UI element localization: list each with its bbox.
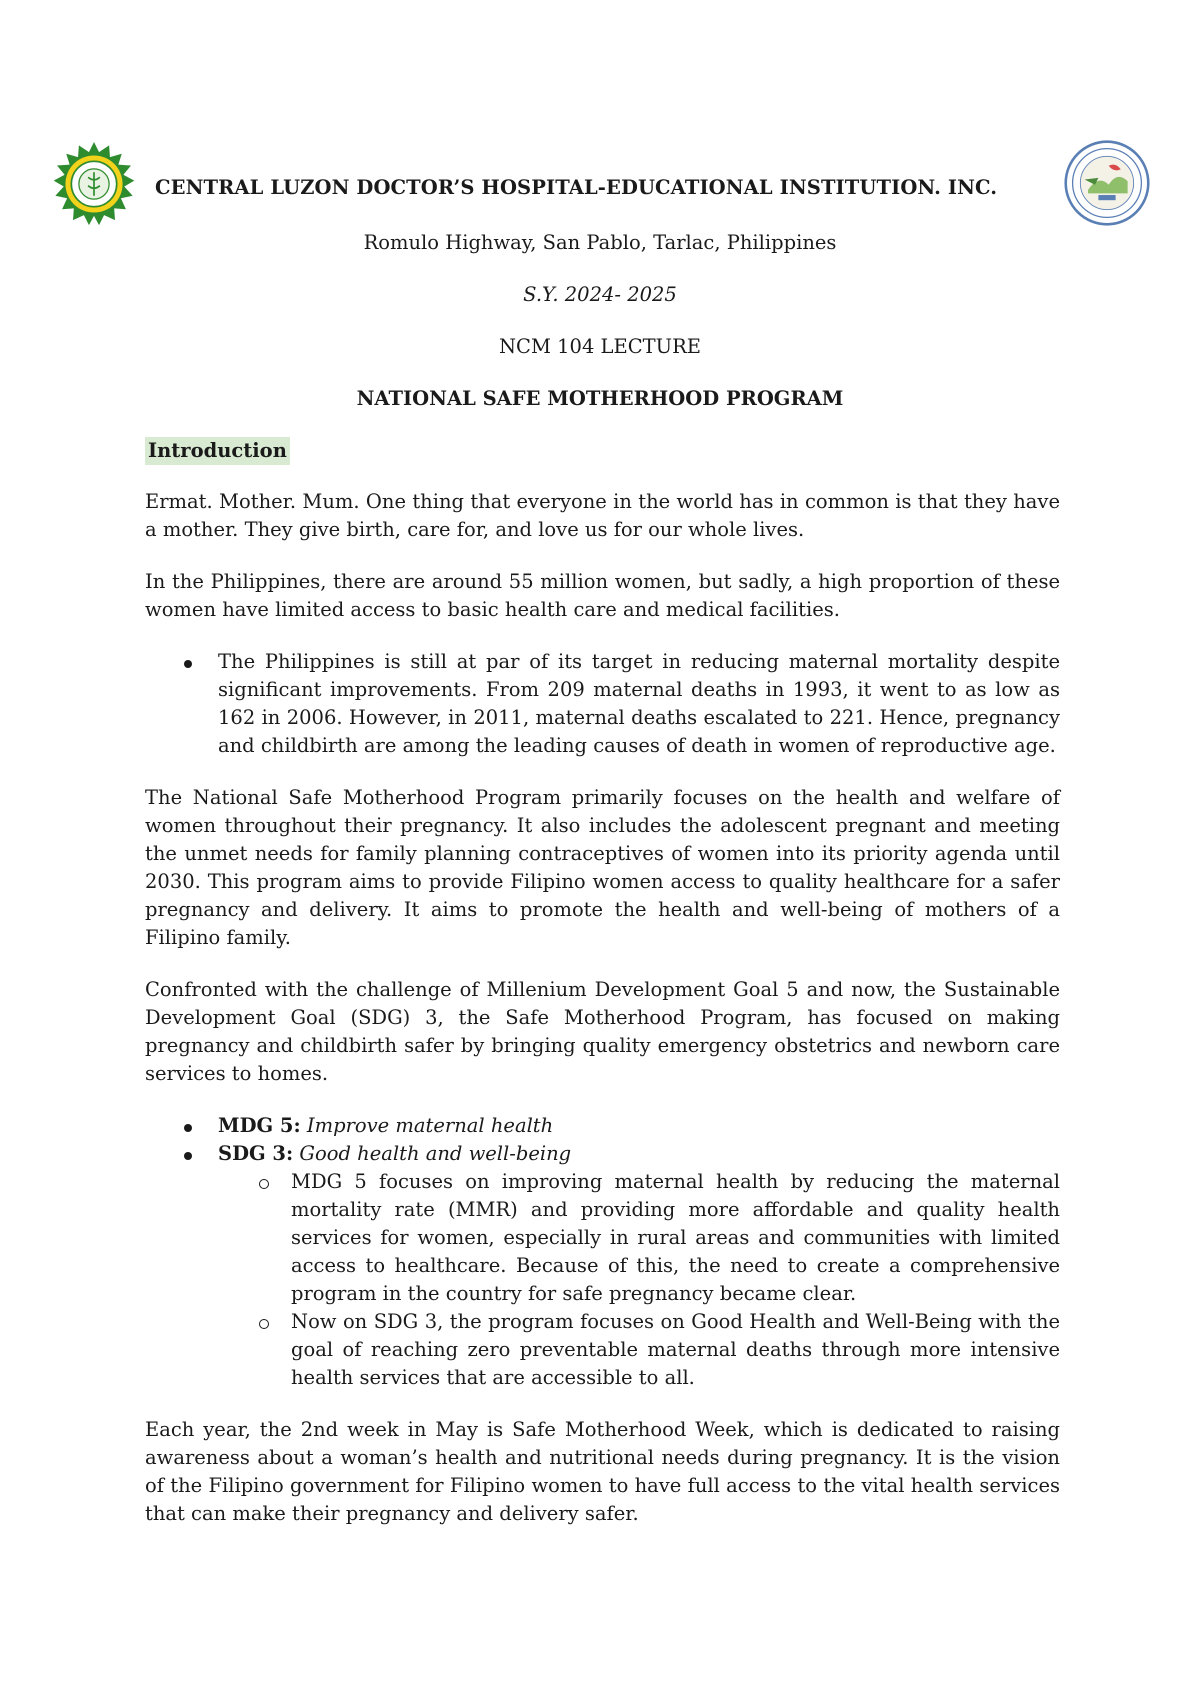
sub-list-item-text: Now on SDG 3, the program focuses on Good Health and Well-Being with the goal of reaching zero preventable maternal deaths through more intensive health services that are accessible to all. [291,1310,1060,1389]
bullet-list-maternal-mortality [145,648,1060,760]
right-seal-logo [1064,140,1150,226]
sub-list-item [145,1168,1060,1308]
left-seal-logo [52,142,136,226]
paragraph-safe-motherhood-week: Each year, the 2nd week in May is Safe Motherhood Week, which is dedicated to raising awareness about a woman’s health and nutritional needs during pregnancy. It is the vision of the Filipino government for Filipino women to have full access to the vital health services that can make their pregnancy and delivery safer. [145,1418,1060,1525]
address: Romulo Highway, San Pablo, Tarlac, Philippines [363,231,837,254]
list-item [145,1112,1060,1140]
goal-text: Good health and well-being [299,1142,572,1165]
bullet-icon [184,1124,192,1132]
bullet-icon [184,660,192,668]
sub-list-item-text: MDG 5 focuses on improving maternal health by reducing the maternal mortality rate (MMR) and providing more affordable and quality health services for women, especially in rural areas and communities with limited access to healthcare. Because of this, the need to create a comprehensive program in the country for safe pregnancy became clear. [291,1170,1060,1305]
sub-list-item [145,1308,1060,1392]
school-year: S.Y. 2024- 2025 [523,283,677,306]
institution-name: CENTRAL LUZON DOCTOR’S HOSPITAL-EDUCATIONAL INSTITUTION. INC. [155,176,998,199]
paragraph-mdg-sdg: Confronted with the challenge of Millenium Development Goal 5 and now, the Sustainable Development Goal (SDG) 3, the Safe Motherhood Program, has focused on making pregnancy and childbirth safer by bringing quality emergency obstetrics and newborn care services to homes. [145,978,1060,1085]
sub-bullet-list [218,1168,1060,1392]
goal-label: SDG 3: [218,1142,294,1165]
hollow-bullet-icon [259,1319,269,1329]
paragraph-intro: Ermat. Mother. Mum. One thing that everyone in the world has in common is that they have a mother. They give birth, care for, and love us for our whole lives. [145,490,1060,541]
list-item [145,1140,1060,1392]
paragraph-program-focus: The National Safe Motherhood Program primarily focuses on the health and welfare of women throughout their pregnancy. It also includes the adolescent pregnant and meeting the unmet needs for family planning contraceptives of women into its priority agenda until 2030. This program aims to provide Filipino women access to quality healthcare for a safer pregnancy and delivery. It aims to promote the health and well-being of mothers of a Filipino family. [145,786,1060,949]
course-code: NCM 104 LECTURE [498,335,702,358]
document-title: NATIONAL SAFE MOTHERHOOD PROGRAM [356,387,844,410]
list-item-text: The Philippines is still at par of its target in reducing maternal mortality despite significant improvements. From 209 maternal deaths in 1993, it went to as low as 162 in 2006. However, in 2011, maternal deaths escalated to 221. Hence, pregnancy and childbirth are among the leading causes of death in women of reproductive age. [218,650,1060,757]
bullet-icon [184,1152,192,1160]
list-item [145,648,1060,760]
hollow-bullet-icon [259,1179,269,1189]
goal-text: Improve maternal health [306,1114,554,1137]
paragraph-women-population: In the Philippines, there are around 55 million women, but sadly, a high proportion of these women have limited access to basic health care and medical facilities. [145,570,1060,621]
goal-label: MDG 5: [218,1114,301,1137]
document-body [145,437,1060,1552]
bullet-list-goals [145,1112,1060,1392]
section-heading-introduction: Introduction [145,437,290,465]
